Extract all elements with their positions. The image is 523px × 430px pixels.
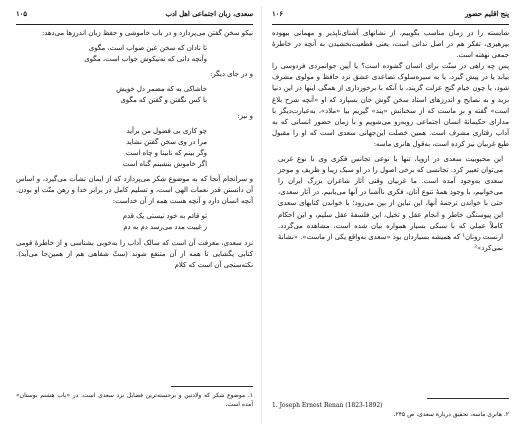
verse-line: تو قائم به خود نیستی یک قدم [122, 212, 207, 221]
left-footnote-rule [171, 386, 253, 387]
verse-line: با کس نگفتن و گفتن که مگوی [120, 96, 207, 105]
left-page-body [16, 28, 253, 271]
verse-block-4 [16, 211, 253, 233]
left-intro-paragraph: نیکو سخن گفتن می‌پردازد و در باب خاموشی و حفظ زبان اندرزها می‌دهد: [41, 29, 253, 37]
connector-text: و نیز: [237, 111, 253, 120]
right-header-rule [272, 24, 509, 25]
right-page [264, 0, 517, 430]
right-page-header [272, 10, 509, 22]
verse-line: وآنچه دانی که نه‌نیکوش جواب است، مگوی [84, 55, 207, 64]
gutter-divider [261, 6, 262, 424]
verse-line: وگر بینم که نابینا و چاه است [125, 148, 207, 157]
right-paragraph-1: شایسته را در زمان مناسب بگوییم، از نشانهای آشنای‌ناپذیر و مهمانی بیهوده بپرهیزی، تفکر هم در اصل ندانی است، یعنی قطعیت‌بخشیدن به آنچه در خاطرهٔ جمعی نهفته است. [272, 29, 509, 60]
verse-block-3 [16, 126, 253, 170]
connector-text: و در جای دیگر: [210, 70, 253, 79]
verse-line: تا نادان که سخن عین صواب است، مگوی [88, 44, 207, 53]
right-page-number: ۱۰۶ [272, 10, 283, 18]
left-paragraph-1: و سرانجام آنجا که به موضوع شکر می‌پردازد که از ایمان نشأت می‌گیرد، و اساس آن دانستن قدر نعمات الهی است، و تسلیم کامل در برابر خدا و رهن منّت او بودن. آنچه انسان دارد و آنچه هست همه از آن خداست: [16, 175, 253, 206]
verse-line: اگر خاموش بنشینم گناه است [122, 159, 207, 168]
right-page-body [272, 28, 509, 254]
right-paragraph-2: پس چه راهی در سنّت برای انسان گشوده است؟ یا آیین جوانمردی فردوسی را بیابد یا در پیش گیرد، یا به سیره‌سلوک تصاعدی عشق نزد حافظ و مولوی مشرف شود، یا چون خیام گنج عزلت گزیند، یا آنکه با برخورداری از همگی اینها در این دنیا بزید و به نصایح و اندرزهای استاد سخن گوش جان بسپارد که او «آنچه شرح بلاغ است» گفته و بر ماست که از سخنانش «پند» گیریم بیا «ملاد»، به‌عبارت‌دیگر با مداراى حکیمانهٔ انسان اجتماعی روبه‌رو می‌شویم و با زمان حضور انسانی که به آداب رفتاری مشرف است. همین خصلت این‌جهانی سعدی است که او را مقبول طبع غربیان نیز کرده است، به‌قول هانری ماسه: [272, 62, 509, 148]
right-running-title: پنج اقلیم حضور [465, 10, 509, 18]
verse-line: ز غیبت مدد می‌رسد دم به دم [123, 223, 207, 232]
right-footnote-rule [427, 398, 509, 399]
left-running-title: سعدی، زبان اجتماعی اهل ادب [165, 10, 253, 18]
right-footnote-2: ۲. هانری ماسه، تحقیق دربارهٔ سعدی، ص ۲۴۵. [393, 411, 509, 418]
verse-line: خاشاکی به که مضمر دل خویش [116, 85, 207, 94]
right-footnote-1: 1. Joseph Ernest Renan (1823-1892) [272, 402, 383, 409]
left-header-rule [16, 24, 253, 25]
block-quote: این محبوبیت سعدی در اروپا، تنها با نوعی تجانس فکری وی با نوع غربی می‌توان تعبیر کرد. تجانسی که برخی اصول را در او سبک زیبا و ظریف و موجز سعدی به‌وجود آمده است. ما غربیان وقتی آثار شاعران بزرگ ایران را می‌خوانیم، با وجود همهٔ تنوع آنان، فکری ناآشنا در آنها می‌یابیم. در آثار سعدی، حتی با خواندن ترجمهٔ آنها، این تباین از بین می‌رود؛ با خواندن کتابهای سعدی این پیوستگی خاطر و انجام عقل و تخیل، این فلسفهٔ عقل سلیم، و این احکام کاملاً عملی که با سبکی بسیار همواره بیان شده است، مشاهده می‌گردد. ارنست رونان¹ که همیشه بسیاردان بود «سعدی به‌واقع یکی از ماست». «نشانهٔ نمی‌کرد»² [278, 155, 504, 252]
left-page [8, 0, 261, 430]
verse-line: چو کاری بی فضول من برآید [126, 126, 207, 135]
verse-line: مرا در وی سخن گفتن نشاید [126, 137, 207, 146]
left-page-number: ۱۰۵ [16, 10, 27, 18]
verse-block-1 [16, 43, 253, 65]
verse-block-2 [16, 84, 253, 106]
left-page-header [16, 10, 253, 22]
left-footnote: ۱. موضوع شکر که ولادتین و برجسته‌ترین فضایل نزد سعدی است، در «باب هشتم بوستان» آمده است. [16, 392, 253, 408]
left-paragraph-2: نزد سعدی، معرفت آن است که سالک آداب را به‌خوبی بشناسی و از خاطرهٔ قومی کتابی یگشایی تا همه از آن متنفع شوند (ستّ شفاهی هم از همین‌جا می‌آید). نکته‌سنجی آن است که کلام [16, 238, 253, 269]
